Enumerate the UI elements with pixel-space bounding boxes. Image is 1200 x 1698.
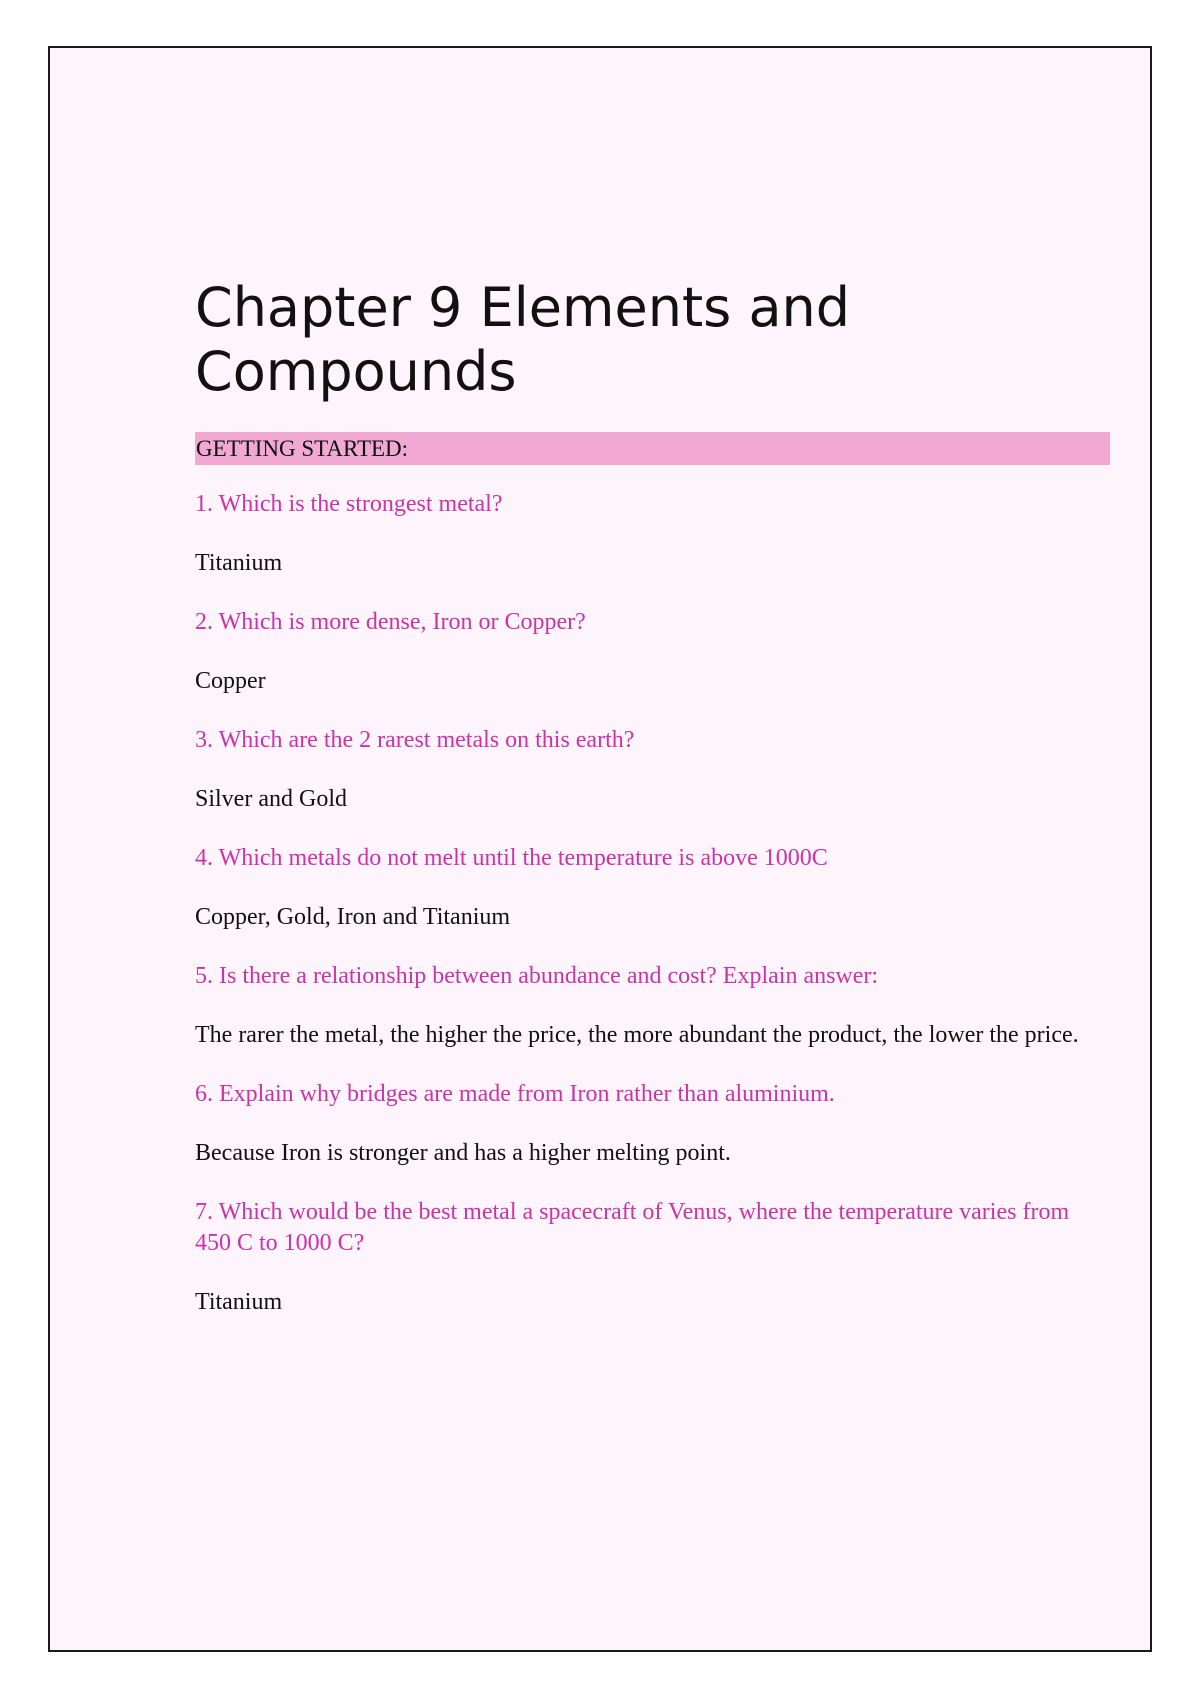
question-3: 3. Which are the 2 rarest metals on this earth? <box>195 727 635 753</box>
qa-item-4 <box>195 843 1110 933</box>
answer-4: Copper, Gold, Iron and Titanium <box>195 904 511 930</box>
question-4: 4. Which metals do not melt until the temperature is above 1000C <box>195 845 828 871</box>
chapter-title <box>195 276 1110 404</box>
question-5: 5. Is there a relationship between abundance and cost? Explain answer: <box>195 963 879 989</box>
chapter-title-line-1: Chapter 9 Elements and <box>195 276 851 339</box>
answer-6: Because Iron is stronger and has a higher melting point. <box>195 1140 731 1166</box>
question-2: 2. Which is more dense, Iron or Copper? <box>195 609 586 635</box>
qa-item-1 <box>195 489 1110 579</box>
answer-7: Titanium <box>195 1289 283 1315</box>
answer-1: Titanium <box>195 550 283 576</box>
qa-item-6 <box>195 1079 1110 1169</box>
answer-3: Silver and Gold <box>195 786 347 812</box>
question-7: 7. Which would be the best metal a spacecraft of Venus, where the temperature varies from 450 C to 1000 C? <box>195 1199 1070 1256</box>
qa-item-5 <box>195 961 1110 1051</box>
document-content <box>195 276 1110 1346</box>
qa-item-2 <box>195 607 1110 697</box>
chapter-title-line-2: Compounds <box>195 340 517 403</box>
question-answer-list <box>195 489 1110 1318</box>
qa-item-3 <box>195 725 1110 815</box>
answer-2: Copper <box>195 668 266 694</box>
question-1: 1. Which is the strongest metal? <box>195 491 503 517</box>
section-heading-banner: GETTING STARTED: <box>195 432 1110 465</box>
question-6: 6. Explain why bridges are made from Iron rather than aluminium. <box>195 1081 835 1107</box>
document-page <box>48 46 1152 1652</box>
answer-5: The rarer the metal, the higher the price, the more abundant the product, the lower the price. <box>195 1022 1079 1048</box>
qa-item-7 <box>195 1197 1110 1318</box>
